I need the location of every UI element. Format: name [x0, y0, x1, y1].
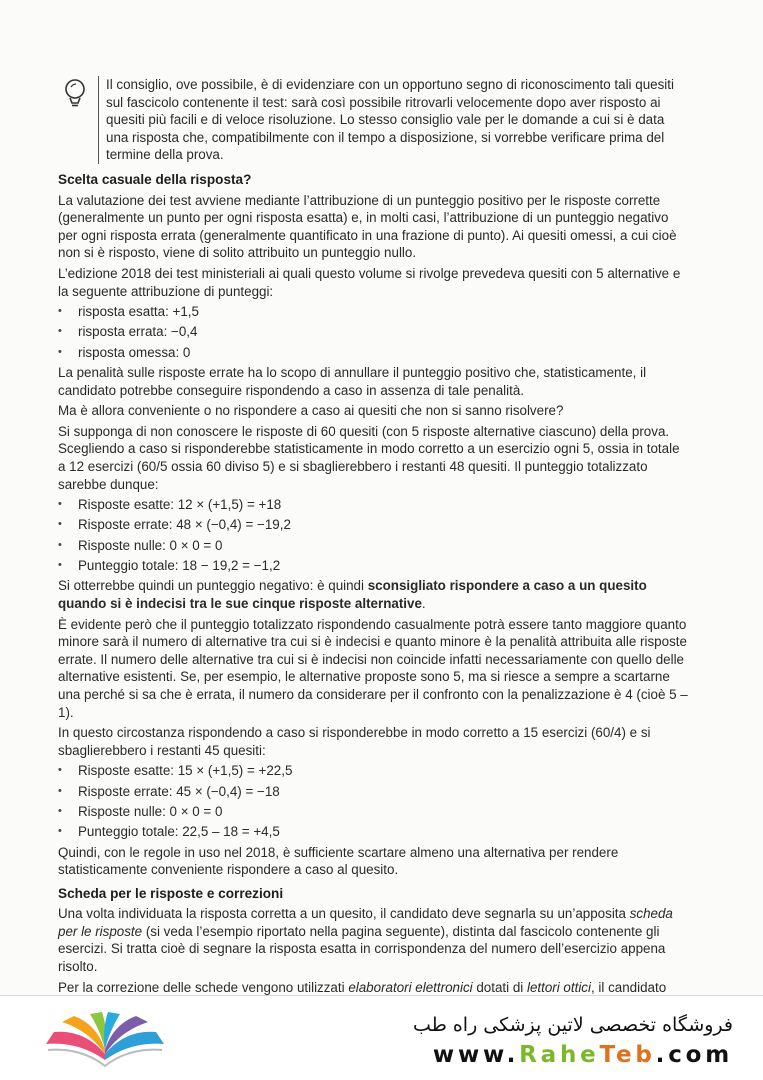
score-list: [58, 303, 688, 361]
paragraph: Si supponga di non conoscere le risposte di 60 quesiti (con 5 risposte alternative ciascuno) della prova. Scegliendo a caso si risponderebbe statisticamente in modo corretto a un esercizio ogni 5, ossia in totale a 12 esercizi (60/5 ossia 60 diviso 5) e si sbaglierebbero i restanti 48 quesiti. Il punteggio totalizzato sarebbe dunque:: [58, 423, 680, 492]
url-part: .com: [655, 1042, 733, 1068]
list-item: • risposta omessa: 0: [58, 344, 688, 362]
tip-text: Il consiglio, ove possibile, è di evidenziare con un opportuno segno di riconoscimento tali quesiti sul fascicolo contenente il test: sarà così possibile ritrovarli velocemente dopo aver risposto ai quesiti più facili e di veloce risoluzione. Lo stesso consiglio vale per le domande a cui si è data una risposta che, compatibilmente con il tempo a disposizione, si vorrebbe verificare prima del termine della prova.: [106, 77, 674, 163]
calc-list-five-alternatives: [58, 496, 688, 574]
page-content: [58, 76, 688, 1017]
paragraph: [58, 577, 688, 612]
paragraph: È evidente però che il punteggio totalizzato rispondendo casualmente potrà essere tanto maggiore quanto minore sarà il numero di alternative tra cui si è indecisi e quanto minore è la penalità attribuita alle risposte errate. Il numero delle alternative tra cui si è indecisi non coincide infatti necessariamente con quello delle alternative esistenti. Se, per esempio, le alternative proposte sono 5, ma si riesce a sempre a scartarne una perché si sa che è errata, il numero da considerare per il confronto con la penalizzazione è 4 (cioè 5 – 1).: [58, 616, 688, 720]
list-item: • risposta esatta: +1,5: [58, 303, 688, 321]
section-heading-answer-sheet: Scheda per le risposte e correzioni: [58, 885, 284, 901]
paragraph: Ma è allora conveniente o no rispondere a caso ai quesiti che non si sanno risolvere?: [58, 403, 564, 419]
bold-advice: sconsigliato rispondere a caso a un quesito quando si è indecisi tra le sue cinque risposte alternative: [58, 578, 647, 611]
text-run: .: [421, 596, 426, 611]
url-part-accent: Rahe: [519, 1042, 600, 1068]
tip-text-block: [98, 76, 688, 164]
text-run: dotati di: [472, 979, 527, 995]
italic-term: scheda per le risposte: [58, 906, 673, 939]
url-part-accent: Teb: [599, 1042, 656, 1068]
paragraph: La penalità sulle risposte errate ha lo scopo di annullare il punteggio positivo che, statisticamente, il candidato potrebbe conseguire rispondendo a caso in assenza di tale penalità.: [58, 365, 647, 398]
paragraph: Quindi, con le regole in uso nel 2018, è sufficiente scartare almeno una alternativa per rendere statisticamente conveniente rispondere a caso al quesito.: [58, 844, 619, 878]
store-name-persian: فروشگاه تخصصی لاتین پزشکی راه طب: [413, 1014, 733, 1036]
list-item: • Punteggio totale: 22,5 – 18 = +4,5: [58, 823, 688, 841]
list-item: • Risposte errate: 45 × (−0,4) = −18: [58, 783, 688, 801]
section-heading-random-answer: Scelta casuale della risposta?: [58, 171, 252, 187]
paragraph: L’edizione 2018 dei test ministeriali ai quali questo volume si rivolge prevedeva quesiti con 5 alternative e la seguente attribuzione di punteggi:: [58, 265, 681, 299]
italic-term: lettori ottici: [526, 979, 591, 995]
paragraph: La valutazione dei test avviene mediante l’attribuzione di un punteggio positivo per le risposte corrette (generalmente un punto per ogni risposta esatta) e, in molti casi, l’attribuzione di un punteggio negativo per ogni risposta errata (generalmente quantificato in una frazione di punto). Ai quesiti omessi, a cui cioè non si è risposto, viene di solito attribuito un punteggio nullo.: [58, 192, 677, 261]
paragraph: [58, 905, 688, 975]
open-book-logo-icon: [40, 1010, 170, 1070]
italic-term: elaboratori elettronici: [348, 979, 473, 995]
list-item: • Risposte nulle: 0 × 0 = 0: [58, 803, 688, 821]
text-run: Una volta individuata la risposta corretta a un quesito, il candidato deve segnarla su un’apposita: [58, 906, 630, 922]
text-run: (si veda l’esempio riportato nella pagina seguente), distinta dal fascicolo contenente gli esercizi. Si tratta cioè di segnare la risposta esatta in corrispondenza del numero dell’esercizio appena risolto.: [58, 923, 666, 975]
paragraph: In questo circostanza rispondendo a caso si risponderebbe in modo corretto a 15 esercizi (60/4) e si sbaglierebbero i restanti 45 quesiti:: [58, 725, 651, 758]
list-item: • Risposte esatte: 12 × (+1,5) = +18: [58, 496, 688, 514]
list-item: • Risposte errate: 48 × (−0,4) = −19,2: [58, 516, 688, 534]
text-run: Per la correzione delle schede vengono utilizzati: [58, 979, 349, 995]
calc-list-four-alternatives: [58, 762, 688, 840]
tip-box: [58, 76, 688, 164]
lightbulb-icon: [62, 78, 88, 108]
store-url[interactable]: [433, 1042, 733, 1068]
text-run: , il candidato: [590, 979, 667, 995]
list-item: • Risposte nulle: 0 × 0 = 0: [58, 537, 688, 555]
watermark-footer: [0, 996, 763, 1080]
url-part: www.: [432, 1042, 520, 1068]
text-run: Si otterrebbe quindi un punteggio negativo: è quindi: [58, 578, 368, 594]
list-item: • Risposte esatte: 15 × (+1,5) = +22,5: [58, 762, 688, 780]
list-item: • Punteggio totale: 18 − 19,2 = −1,2: [58, 557, 688, 575]
list-item: • risposta errata: −0,4: [58, 323, 688, 341]
